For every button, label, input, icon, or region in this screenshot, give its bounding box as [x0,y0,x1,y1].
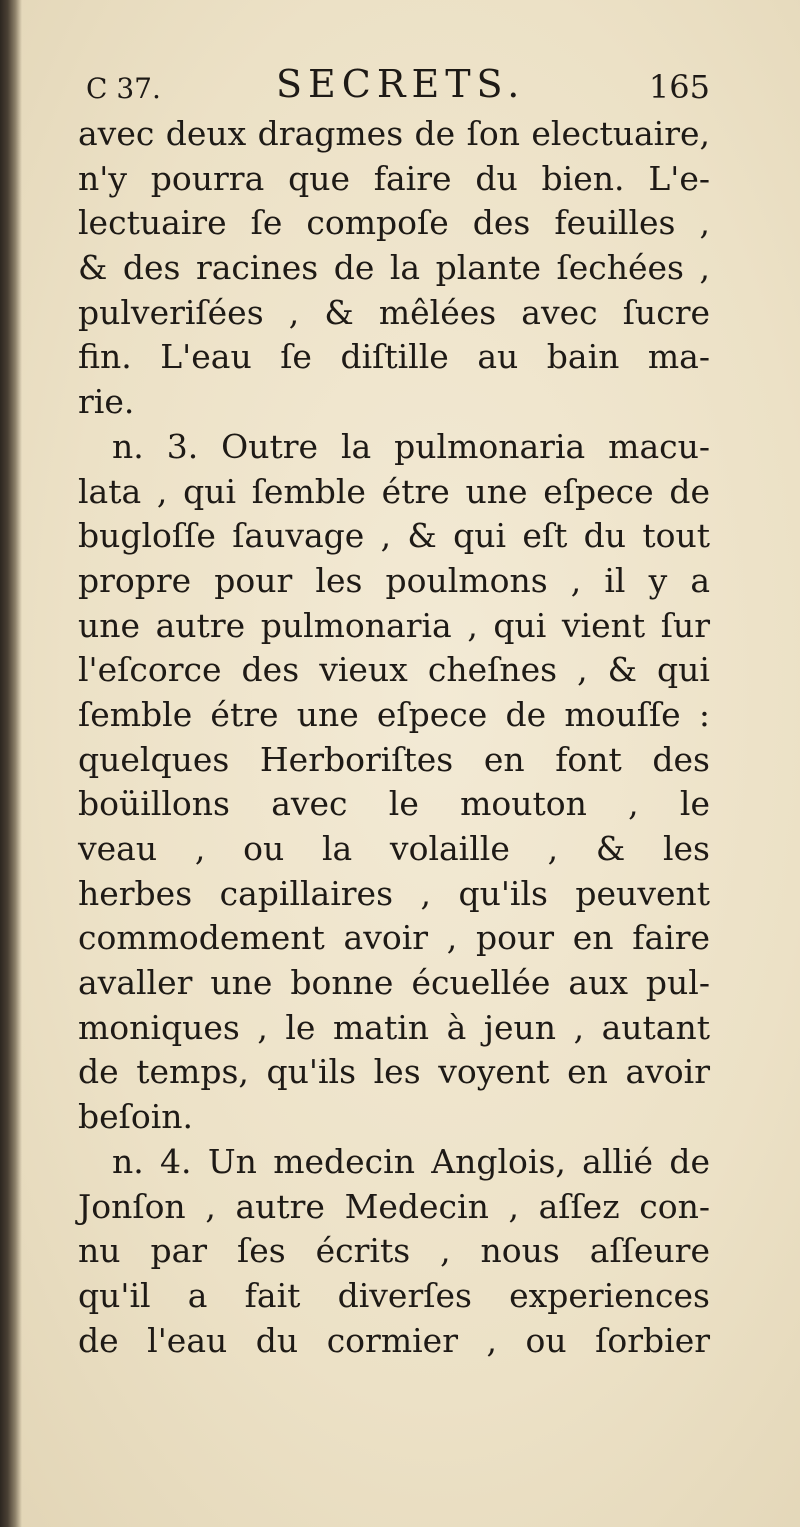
text-line: nu par ſes écrits , nous aſſeure [78,1231,710,1271]
text-line: de l'eau du cormier , ou ſorbier [78,1320,710,1360]
text-line: l'eſcorce des vieux cheſnes , & qui [78,650,710,690]
text-block [78,112,710,1363]
text-line: & des racines de la plante ſechées , [78,248,710,288]
running-head [86,62,710,112]
text-line: beſoin. [78,1097,194,1137]
text-line: bugloſſe ſauvage , & qui eſt du tout [78,516,710,556]
text-line: moniques , le matin à jeun , autant [78,1007,710,1047]
text-line: pulveriſées , & mêlées avec ſucre [78,292,710,332]
text-line: lata , qui ſemble étre une eſpece de [78,471,710,511]
text-line: herbes capillaires , qu'ils peuvent [78,873,710,913]
running-title: SECRETS. [276,62,526,106]
paragraph-start-n4: n. 4. Un medecin Anglois, allié de [112,1141,710,1181]
text-line: veau , ou la volaille , & les [78,829,710,868]
text-line: avaller une bonne écuellée aux pul- [78,963,710,1003]
text-line: fin. L'eau ſe diſtille au bain ma- [78,337,710,377]
text-line: Jonſon , autre Medecin , aſſez con- [78,1186,710,1226]
text-line: n'y pourra que faire du bien. L'e- [78,158,710,198]
text-line: de temps, qu'ils les voyent en avoir [78,1052,710,1092]
text-line: boüillons avec le mouton , le [78,784,710,824]
text-line: rie. [78,382,135,422]
text-line: quelques Herboriſtes en font des [78,739,710,779]
text-line: avec deux dragmes de ſon electuaire, [78,114,710,153]
binding-gutter [0,0,22,1527]
text-line: ſemble étre une eſpece de mouſſe : [78,694,710,734]
text-line: une autre pulmonaria , qui vient ſur [78,605,710,645]
text-line: commodement avoir , pour en faire [78,918,710,958]
text-line: propre pour les poulmons , il y a [78,560,710,600]
text-line: qu'il a fait diverſes experiences [78,1275,710,1315]
text-line: lectuaire ſe compoſe des feuilles , [78,203,710,243]
page-number: 165 [648,68,710,106]
paragraph-start-n3: n. 3. Outre la pulmonaria macu- [112,426,710,466]
signature-mark: C 37. [86,72,161,105]
